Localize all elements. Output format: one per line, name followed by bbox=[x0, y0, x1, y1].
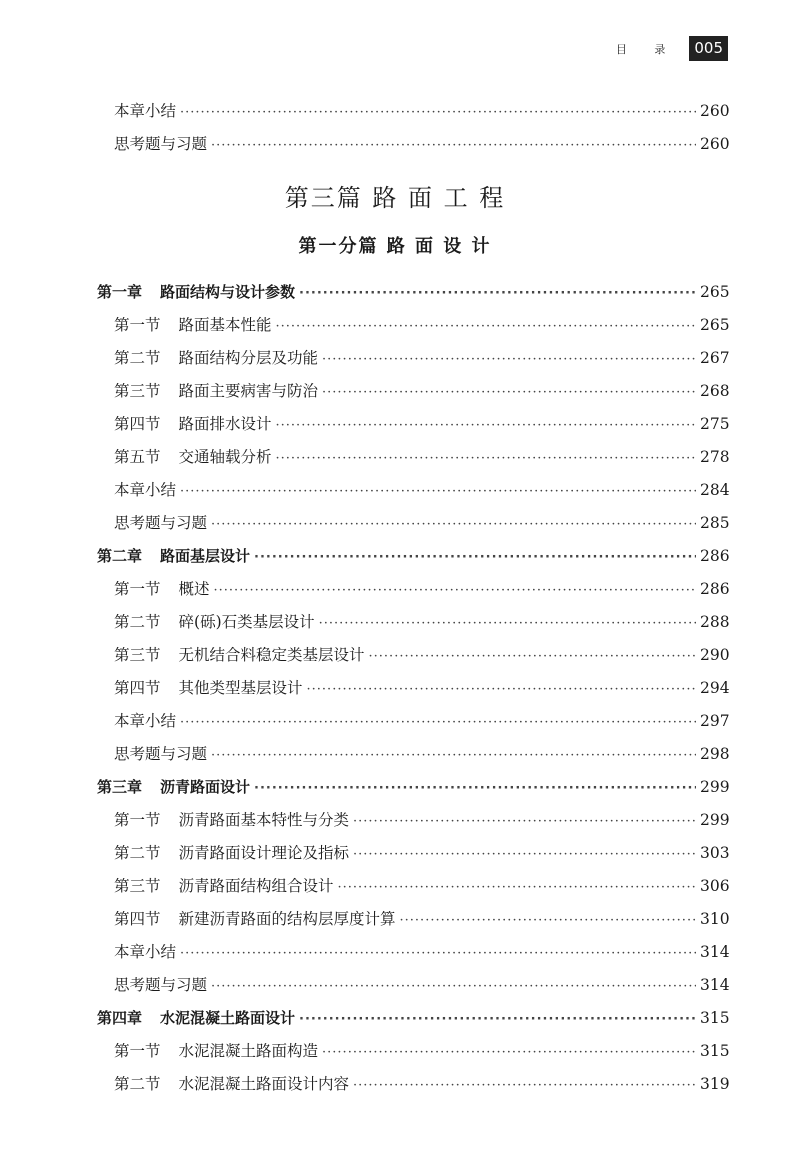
toc-entry-prefix: 第四节 bbox=[114, 415, 161, 433]
page-number-badge: 005 bbox=[689, 36, 728, 61]
toc-entry-label bbox=[114, 709, 176, 733]
toc-entry-label bbox=[114, 1039, 318, 1063]
toc-chapter-entry[interactable] bbox=[0, 1006, 790, 1030]
leader-dots bbox=[322, 348, 696, 372]
toc-entry-title: 本章小结 bbox=[114, 481, 177, 499]
toc-entry-prefix: 第一节 bbox=[114, 580, 161, 598]
toc-section-entry[interactable] bbox=[0, 676, 790, 700]
toc-entry-title: 沥青路面基本特性与分类 bbox=[178, 811, 350, 829]
toc-entry-page: 268 bbox=[700, 382, 730, 400]
toc-entry-page: 297 bbox=[700, 712, 730, 730]
toc-entry-page: 265 bbox=[700, 316, 730, 334]
toc-entry-page: 288 bbox=[700, 613, 730, 631]
toc-entry-label bbox=[114, 412, 272, 436]
leader-dots bbox=[353, 1074, 696, 1098]
toc-entry-label bbox=[97, 544, 250, 568]
leader-dots bbox=[400, 909, 696, 933]
subpart-title: 第一分篇 路 面 设 计 bbox=[298, 236, 492, 257]
leader-dots bbox=[322, 1041, 696, 1065]
toc-entry-page: 265 bbox=[700, 283, 730, 301]
toc-entry-prefix: 第四节 bbox=[114, 910, 161, 928]
toc-section-entry[interactable] bbox=[0, 907, 790, 931]
toc-entry-page: 319 bbox=[700, 1075, 730, 1093]
toc-entry-page: 314 bbox=[700, 943, 730, 961]
toc-entry-prefix: 第一章 bbox=[97, 283, 143, 301]
toc-entry-page: 294 bbox=[700, 679, 730, 697]
leader-dots bbox=[353, 810, 696, 834]
running-header bbox=[616, 36, 728, 61]
leader-dots bbox=[211, 134, 696, 158]
toc-entry-label bbox=[114, 973, 207, 997]
toc-entry-prefix: 第四章 bbox=[97, 1009, 143, 1027]
toc-entry-title: 路面基本性能 bbox=[178, 316, 272, 334]
toc-entry-page: 298 bbox=[700, 745, 730, 763]
leader-dots bbox=[299, 282, 696, 306]
toc-entry-label bbox=[114, 1072, 349, 1096]
toc-section-entry[interactable] bbox=[0, 808, 790, 832]
toc-entry-label bbox=[114, 874, 334, 898]
toc-entry-page: 315 bbox=[700, 1009, 730, 1027]
toc-entry-title: 水泥混凝土路面设计 bbox=[160, 1009, 296, 1027]
toc-entry-label bbox=[114, 99, 176, 123]
toc-entry-label bbox=[114, 379, 318, 403]
toc-entry-label bbox=[114, 808, 349, 832]
leader-dots bbox=[180, 942, 696, 966]
toc-entry-page: 260 bbox=[700, 135, 730, 153]
part-title: 第三篇 路 面 工 程 bbox=[284, 184, 506, 212]
toc-entry-label bbox=[114, 445, 272, 469]
toc-entry-prefix: 第二节 bbox=[114, 349, 161, 367]
toc-section-entry[interactable] bbox=[0, 412, 790, 436]
toc-entry-title: 沥青路面结构组合设计 bbox=[178, 877, 334, 895]
toc-summary-entry[interactable] bbox=[0, 709, 790, 733]
toc-entry-label bbox=[114, 907, 396, 931]
leader-dots bbox=[211, 513, 696, 537]
toc-section-entry[interactable] bbox=[0, 610, 790, 634]
toc-entry-label bbox=[114, 313, 272, 337]
leader-dots bbox=[353, 843, 696, 867]
leader-dots bbox=[307, 678, 696, 702]
toc-entry-label bbox=[97, 280, 295, 304]
leader-dots bbox=[319, 612, 696, 636]
toc-entry-page: 299 bbox=[700, 811, 730, 829]
leader-dots bbox=[211, 975, 696, 999]
toc-section-entry[interactable] bbox=[0, 313, 790, 337]
toc-entry-prefix: 第三节 bbox=[114, 877, 161, 895]
leader-dots bbox=[254, 777, 696, 801]
toc-entry-page: 284 bbox=[700, 481, 730, 499]
toc-entry-prefix: 第二章 bbox=[97, 547, 143, 565]
toc-entry-page: 315 bbox=[700, 1042, 730, 1060]
toc-entry-prefix: 第四节 bbox=[114, 679, 161, 697]
toc-entry-title: 新建沥青路面的结构层厚度计算 bbox=[178, 910, 396, 928]
toc-entry-title: 思考题与习题 bbox=[114, 976, 208, 994]
toc-entry-page: 299 bbox=[700, 778, 730, 796]
toc-section-entry[interactable] bbox=[0, 874, 790, 898]
toc-entry-prefix: 第一节 bbox=[114, 316, 161, 334]
leader-dots bbox=[276, 447, 696, 471]
toc-entry-title: 水泥混凝土路面构造 bbox=[178, 1042, 319, 1060]
toc-chapter-entry[interactable] bbox=[0, 775, 790, 799]
toc-entry-page: 314 bbox=[700, 976, 730, 994]
toc-summary-entry[interactable] bbox=[0, 940, 790, 964]
toc-entry-title: 思考题与习题 bbox=[114, 514, 208, 532]
toc-entry-label bbox=[114, 346, 318, 370]
toc-entry-label bbox=[114, 610, 315, 634]
leader-dots bbox=[338, 876, 696, 900]
toc-summary-entry[interactable] bbox=[0, 511, 790, 535]
toc-entry-label bbox=[97, 775, 250, 799]
leader-dots bbox=[180, 711, 696, 735]
toc-entry-title: 路面主要病害与防治 bbox=[178, 382, 319, 400]
toc-entry-title: 路面排水设计 bbox=[178, 415, 272, 433]
leader-dots bbox=[276, 414, 696, 438]
toc-entry-title: 沥青路面设计理论及指标 bbox=[178, 844, 350, 862]
toc-section-entry[interactable] bbox=[0, 841, 790, 865]
toc-entry-title: 其他类型基层设计 bbox=[178, 679, 303, 697]
leader-dots bbox=[214, 579, 696, 603]
leader-dots bbox=[180, 101, 696, 125]
toc-summary-entry[interactable] bbox=[0, 132, 790, 156]
toc-entry-label bbox=[114, 511, 207, 535]
leader-dots bbox=[211, 744, 696, 768]
leader-dots bbox=[369, 645, 696, 669]
toc-entry-title: 路面结构与设计参数 bbox=[160, 283, 296, 301]
toc-entry-prefix: 第五节 bbox=[114, 448, 161, 466]
toc-entry-label bbox=[114, 841, 349, 865]
toc-entry-prefix: 第二节 bbox=[114, 613, 161, 631]
toc-entry-prefix: 第一节 bbox=[114, 811, 161, 829]
toc-entry-title: 水泥混凝土路面设计内容 bbox=[178, 1075, 350, 1093]
toc-entry-prefix: 第三节 bbox=[114, 382, 161, 400]
toc-section-entry[interactable] bbox=[0, 643, 790, 667]
toc-entry-title: 思考题与习题 bbox=[114, 745, 208, 763]
leader-dots bbox=[180, 480, 696, 504]
toc-entry-title: 路面结构分层及功能 bbox=[178, 349, 319, 367]
toc-summary-entry[interactable] bbox=[0, 742, 790, 766]
toc-summary-entry[interactable] bbox=[0, 99, 790, 123]
toc-section-entry[interactable] bbox=[0, 577, 790, 601]
toc-chapter-entry[interactable] bbox=[0, 544, 790, 568]
toc-entry-title: 无机结合料稳定类基层设计 bbox=[178, 646, 365, 664]
toc-entry-label bbox=[114, 577, 210, 601]
toc-entry-label bbox=[114, 643, 365, 667]
toc-entry-page: 286 bbox=[700, 580, 730, 598]
toc-entry-title: 思考题与习题 bbox=[114, 135, 208, 153]
toc-entry-title: 路面基层设计 bbox=[160, 547, 251, 565]
toc-entry-page: 260 bbox=[700, 102, 730, 120]
toc-section-entry[interactable] bbox=[0, 1039, 790, 1063]
toc-entry-page: 306 bbox=[700, 877, 730, 895]
toc-entry-prefix: 第一节 bbox=[114, 1042, 161, 1060]
toc-entry-prefix: 第三章 bbox=[97, 778, 143, 796]
toc-entry-label bbox=[114, 478, 176, 502]
toc-section-entry[interactable] bbox=[0, 445, 790, 469]
leader-dots bbox=[299, 1008, 696, 1032]
toc-entry-page: 267 bbox=[700, 349, 730, 367]
toc-entry-page: 290 bbox=[700, 646, 730, 664]
toc-section-entry[interactable] bbox=[0, 346, 790, 370]
toc-entry-label bbox=[114, 940, 176, 964]
toc-chapter-entry[interactable] bbox=[0, 280, 790, 304]
toc-entry-title: 本章小结 bbox=[114, 712, 177, 730]
toc-entry-title: 碎(砾)石类基层设计 bbox=[178, 613, 315, 631]
toc-entry-prefix: 第三节 bbox=[114, 646, 161, 664]
toc-entry-prefix: 第二节 bbox=[114, 1075, 161, 1093]
toc-entry-title: 本章小结 bbox=[114, 102, 177, 120]
toc-entry-label bbox=[114, 132, 207, 156]
toc-entry-label bbox=[114, 742, 207, 766]
toc-entry-page: 275 bbox=[700, 415, 730, 433]
toc-section-entry[interactable] bbox=[0, 1072, 790, 1096]
leader-dots bbox=[322, 381, 696, 405]
toc-summary-entry[interactable] bbox=[0, 973, 790, 997]
toc-entry-label bbox=[114, 676, 303, 700]
toc-entry-page: 286 bbox=[700, 547, 730, 565]
toc-section-entry[interactable] bbox=[0, 379, 790, 403]
toc-summary-entry[interactable] bbox=[0, 478, 790, 502]
toc-entry-page: 310 bbox=[700, 910, 730, 928]
toc-entry-page: 278 bbox=[700, 448, 730, 466]
toc-entry-label bbox=[97, 1006, 295, 1030]
toc-entry-prefix: 第二节 bbox=[114, 844, 161, 862]
leader-dots bbox=[276, 315, 696, 339]
toc-entry-page: 303 bbox=[700, 844, 730, 862]
toc-entry-title: 本章小结 bbox=[114, 943, 177, 961]
toc-entry-title: 沥青路面设计 bbox=[160, 778, 251, 796]
toc-entry-page: 285 bbox=[700, 514, 730, 532]
toc-entry-title: 概述 bbox=[178, 580, 210, 598]
toc-entry-title: 交通轴载分析 bbox=[178, 448, 272, 466]
leader-dots bbox=[254, 546, 696, 570]
header-label: 目 录 bbox=[615, 42, 678, 56]
